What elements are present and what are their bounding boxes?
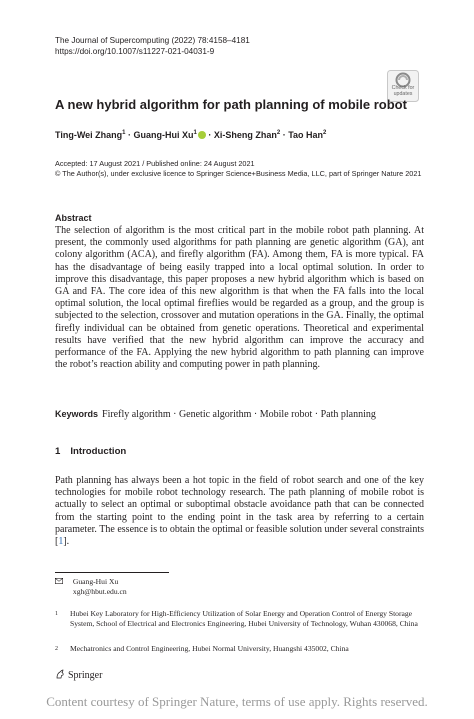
author-name[interactable]: Guang-Hui Xu [133, 130, 194, 140]
article-title: A new hybrid algorithm for path planning of mobile robot [55, 97, 407, 112]
journal-citation: The Journal of Supercomputing (2022) 78:4158–4181 [55, 36, 250, 45]
footnote-number: 1 [55, 611, 58, 617]
corresponding-author-name: Guang-Hui Xu [72, 577, 119, 586]
springer-horse-icon [55, 669, 65, 679]
section-heading-introduction [55, 446, 126, 457]
publisher-logo[interactable] [55, 669, 102, 681]
correspondence-block [55, 577, 127, 597]
citation-link[interactable]: 1 [58, 536, 64, 548]
footnote-number: 2 [55, 646, 58, 652]
doi-link[interactable]: https://doi.org/10.1007/s11227-021-04031-9 [55, 47, 215, 56]
footnote-divider [55, 572, 169, 573]
footnote-text: Hubei Key Laboratory for High-Efficiency Utilization of Solar Energy and Operation Control of Energy Storage System, School of Electrical and Electronics Engineering, Hubei University of Technology, Wuhan 430068, China [70, 609, 418, 628]
corresponding-author-email[interactable]: xgh@hbut.edu.cn [72, 587, 127, 596]
publication-dates [55, 159, 425, 179]
author-affiliation-marker: 1 [193, 130, 197, 136]
author-name[interactable]: Tao Han [288, 130, 324, 140]
check-for-updates-label[interactable] [380, 86, 426, 97]
author-separator: · [205, 130, 214, 140]
footnote-text: Mechatronics and Control Engineering, Hubei Normal University, Huangshi 435002, China [70, 644, 349, 653]
section-number: 1 [55, 446, 61, 457]
envelope-icon [55, 578, 63, 584]
introduction-paragraph [55, 475, 424, 548]
author-affiliation-marker: 1 [122, 130, 126, 136]
author-name[interactable]: Xi-Sheng Zhan [213, 130, 277, 140]
courtesy-watermark: Content courtesy of Springer Nature, terms of use apply. Rights reserved. [46, 694, 428, 709]
badge-line-1: Check for [391, 85, 415, 91]
ref-open-bracket: [ [55, 536, 59, 548]
affiliation-footnote-1 [55, 609, 425, 641]
author-list [55, 130, 326, 140]
section-title: Introduction [70, 446, 127, 457]
author-affiliation-marker: 2 [323, 130, 327, 136]
journal-header [55, 35, 250, 57]
keywords [55, 408, 425, 421]
accepted-published-dates: Accepted: 17 August 2021 / Published online: 24 August 2021 [55, 159, 255, 168]
author-separator: · [125, 130, 134, 140]
author-separator: · [280, 130, 289, 140]
keywords-list: Firefly algorithm · Genetic algorithm · Mobile robot · Path planning [102, 409, 376, 420]
intro-text: Path planning has always been a hot topic in the field of robot search and one of the key technologies for mobile robot technology research. The path planning of mobile robot is actually to select an optimal or suboptimal obstacle avoidance path that can be connected from the starting point to the ending point in the task area by referring to a certain parameter. The essence is to obtain the optimal or feasible solution under several constraints [55, 475, 424, 535]
abstract-text: The selection of algorithm is the most critical part in the mobile robot path planning. At present, the commonly used algorithms for path planning are genetic algorithm (GA), ant colony algorithm (ACA), and firefly algorithm (FA). Among them, FA is more typical. FA has the disadvantage of being easily trapped into a local optimal solution. In order to improve this disadvantage, this paper proposes a new hybrid algorithm which is based on GA and FA. The core idea of this new algorithm is that when the FA falls into the local optimal solution, the local optimal fireflies would be regarded as a group, and the group is subjected to the selection, crossover and mutation operations in the GA. Finally, the optimal firefly individual can be obtained from genetic operations. Theoretical and experimental results have verified that the new hybrid algorithm can improve the accuracy and performance of the FA. Applying the new hybrid algorithm to path planning can improve the robot’s reaction ability and computing power in path planning. [55, 225, 424, 371]
publisher-name: Springer [68, 670, 103, 681]
ref-close-bracket: ]. [63, 536, 70, 548]
author-name[interactable]: Ting-Wei Zhang [55, 130, 123, 140]
abstract-heading: Abstract [55, 213, 92, 223]
badge-line-2: updates [393, 90, 413, 97]
keywords-label: Keywords [55, 409, 99, 419]
affiliation-footnote-2 [55, 644, 425, 656]
copyright-notice: © The Author(s), under exclusive licence to Springer Science+Business Media, LLC, part of Springer Nature 2021 [55, 169, 422, 178]
author-affiliation-marker: 2 [276, 130, 281, 136]
orcid-icon[interactable] [198, 131, 206, 139]
